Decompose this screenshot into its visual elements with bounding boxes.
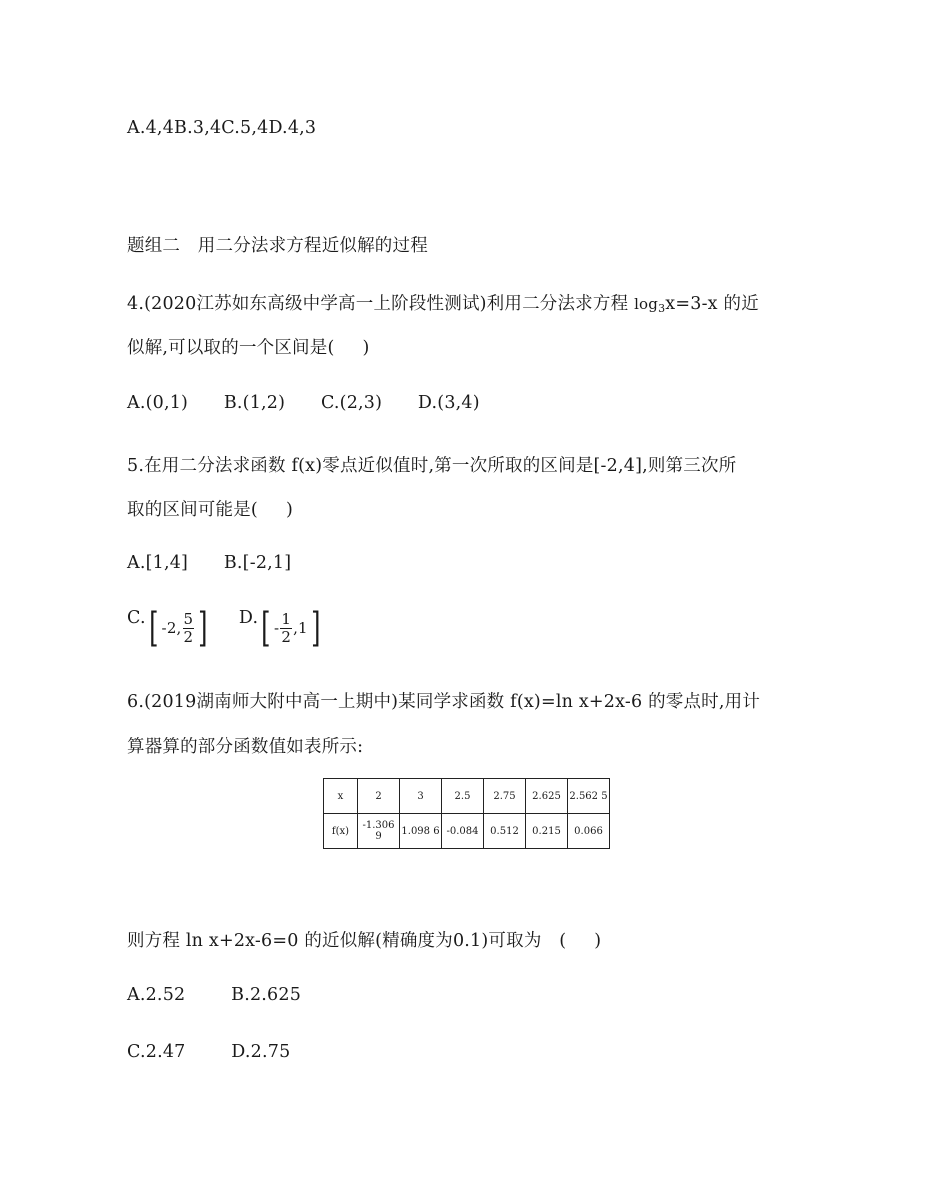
- q5-option-c-left: -2,: [161, 619, 182, 637]
- q6-option-d[interactable]: D.2.75: [231, 1042, 291, 1062]
- q5-option-d-num: 1: [281, 609, 292, 628]
- q5-line2-text: 取的区间可能是(: [127, 500, 258, 520]
- table-cell: x: [324, 779, 358, 814]
- q6-option-c[interactable]: C.2.47: [127, 1042, 186, 1062]
- right-bracket-icon: ]: [198, 605, 208, 651]
- left-bracket-icon: [: [261, 605, 271, 651]
- q5-option-d-label: D.: [238, 608, 259, 628]
- q5-option-c[interactable]: [127, 605, 211, 651]
- q5-option-c-den: 2: [183, 627, 194, 646]
- table-cell: 2.75: [484, 779, 526, 814]
- q6-question-end: ): [594, 931, 602, 951]
- q3-options: A.4,4B.3,4C.5,4D.4,3: [127, 118, 317, 138]
- table-cell: f(x): [324, 814, 358, 849]
- q5-option-d-fraction: [280, 611, 292, 646]
- q5-option-d-right: ,1: [293, 619, 308, 637]
- table-row: [324, 779, 610, 814]
- q5-options-ab: [127, 553, 321, 573]
- q6-question-text: 则方程 ln x+2x-6=0 的近似解(精确度为0.1)可取为 (: [127, 931, 567, 951]
- q6-option-a[interactable]: A.2.52: [127, 985, 186, 1005]
- q6-line1: 6.(2019湖南师大附中高一上期中)某同学求函数 f(x)=ln x+2x-6 的零点时,用计: [127, 692, 761, 712]
- q4-option-c[interactable]: C.(2,3): [320, 393, 383, 413]
- q4-option-d[interactable]: D.(3,4): [417, 393, 480, 413]
- q6-line2: 算器算的部分函数值如表所示:: [127, 737, 364, 757]
- q5-option-d-den: 2: [281, 627, 292, 646]
- q5-option-a[interactable]: A.[1,4]: [127, 553, 189, 573]
- q4-line2-end: ): [362, 338, 370, 358]
- q6-question: [127, 927, 601, 952]
- table-cell: 3: [400, 779, 442, 814]
- q5-line2: [127, 496, 293, 521]
- table-cell: -1.306 9: [358, 814, 400, 849]
- table-cell: -0.084: [442, 814, 484, 849]
- q6-options-ab: [127, 985, 341, 1005]
- q4-line1: [127, 290, 759, 315]
- left-bracket-icon: [: [148, 605, 159, 651]
- q4-line2: [127, 334, 370, 359]
- table-cell: 0.066: [568, 814, 610, 849]
- q5-line2-end: ): [285, 500, 293, 520]
- q5-line1: 5.在用二分法求函数 f(x)零点近似值时,第一次所取的区间是[-2,4],则第三次所: [127, 456, 737, 476]
- section-title: 题组二 用二分法求方程近似解的过程: [127, 236, 428, 256]
- table-row: [324, 814, 610, 849]
- table-cell: 0.215: [526, 814, 568, 849]
- q4-option-a[interactable]: A.(0,1): [127, 393, 189, 413]
- table-cell: 2.562 5: [568, 779, 610, 814]
- q4-options: [127, 393, 510, 413]
- q4-log-sub: 3: [658, 302, 666, 315]
- q4-option-b[interactable]: B.(1,2): [223, 393, 286, 413]
- table-cell: 0.512: [484, 814, 526, 849]
- q5-option-c-label: C.: [127, 608, 146, 628]
- q4-line2-text: 似解,可以取的一个区间是(: [127, 338, 335, 358]
- q4-log: log: [634, 295, 659, 313]
- right-bracket-icon: ]: [310, 605, 321, 651]
- q5-option-b[interactable]: B.[-2,1]: [223, 553, 292, 573]
- table-cell: 2: [358, 779, 400, 814]
- q5-option-d-sign: -: [274, 619, 280, 637]
- function-values-table: [323, 778, 610, 849]
- q5-option-c-num: 5: [183, 609, 194, 628]
- q6-options-cd: [127, 1042, 330, 1062]
- q4-line1-prefix: 4.(2020江苏如东高级中学高一上阶段性测试)利用二分法求方程: [127, 294, 629, 314]
- table-cell: 2.5: [442, 779, 484, 814]
- q5-option-d[interactable]: [238, 605, 324, 651]
- q6-option-b[interactable]: B.2.625: [231, 985, 302, 1005]
- q4-line1-suffix: x=3-x 的近: [665, 294, 759, 314]
- q5-options-cd: [127, 605, 346, 651]
- q5-option-c-fraction: [183, 611, 195, 646]
- table-cell: 1.098 6: [400, 814, 442, 849]
- table-cell: 2.625: [526, 779, 568, 814]
